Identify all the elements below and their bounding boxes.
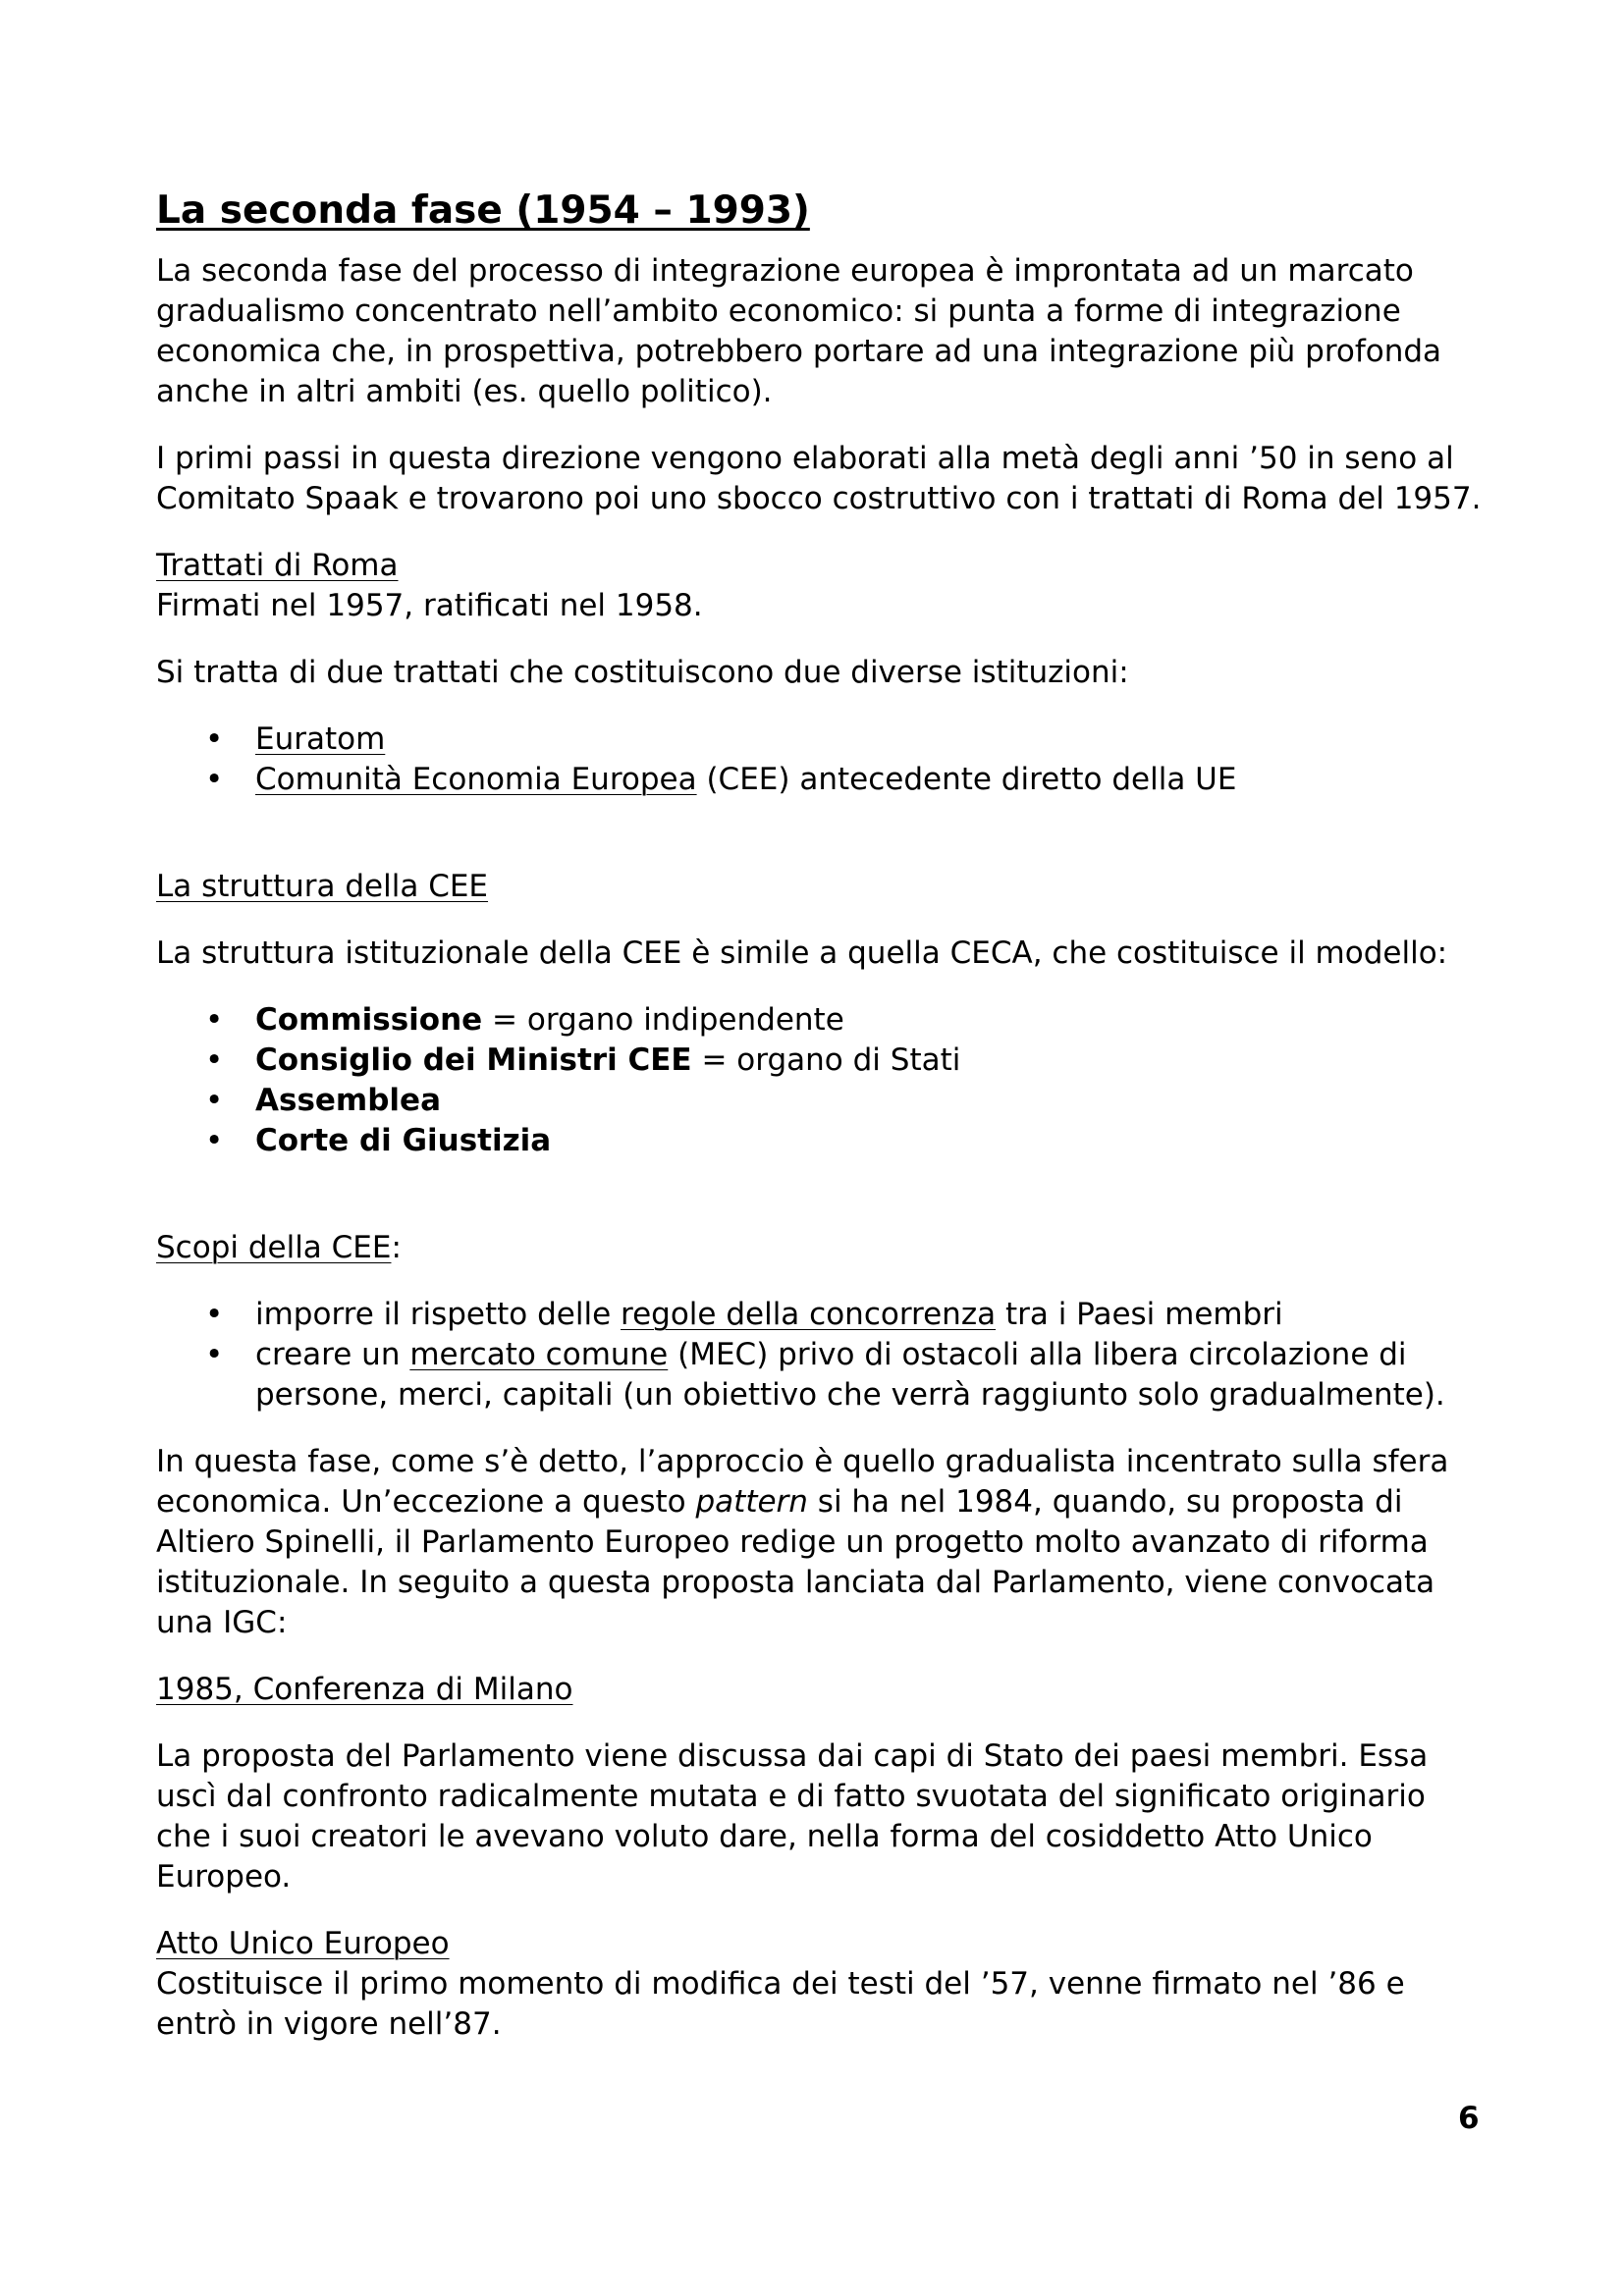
page-title: La seconda fase (1954 – 1993) xyxy=(156,188,810,233)
list-item xyxy=(156,760,1482,800)
institution-note: (CEE) antecedente diretto della UE xyxy=(696,762,1237,797)
aim-link-competition-rules: regole della concorrenza xyxy=(621,1297,997,1332)
phase-text: si ha nel 1984, quando, su proposta di Altiero Spinelli, il Parlamento Europeo redige un progetto molto avanzato di riforma istituzionale. In seguito a questa proposta lanciata dal Parlamento, viene convocata una IGC: xyxy=(156,1484,1435,1640)
organ-name: Assemblea xyxy=(255,1083,441,1118)
rome-description: Si tratta di due trattati che costituiscono due diverse istituzioni: xyxy=(156,655,1129,690)
structure-organs-list xyxy=(156,1000,1482,1161)
list-item xyxy=(156,720,1482,760)
aims-heading-block xyxy=(156,1228,1482,1268)
bullet-icon: • xyxy=(205,1297,224,1332)
aims-list xyxy=(156,1295,1482,1415)
bullet-icon: • xyxy=(205,762,224,797)
aim-text: tra i Paesi membri xyxy=(996,1297,1283,1332)
phase-text: In questa fase, come s’è detto, l’approccio è quello gradualista incentrato sulla sfera economica. Un’eccezione a questo xyxy=(156,1444,1449,1520)
organ-description: = organo indipendente xyxy=(482,1002,844,1038)
list-item xyxy=(156,1335,1482,1415)
list-item xyxy=(156,1121,1482,1161)
institution-link-euratom: Euratom xyxy=(255,721,386,757)
page-number: 6 xyxy=(1458,2101,1480,2136)
intro-paragraph-2: I primi passi in questa direzione vengono elaborati alla metà degli anni ’50 in seno al Comitato Spaak e trovarono poi uno sbocco costruttivo con i trattati di Roma del 1957. xyxy=(156,441,1482,516)
aim-text: imporre il rispetto delle xyxy=(255,1297,622,1332)
rome-section xyxy=(156,546,1482,626)
phase-italic-word: pattern xyxy=(695,1484,808,1520)
list-item xyxy=(156,1081,1482,1121)
rome-signed-text: Firmati nel 1957, ratificati nel 1958. xyxy=(156,588,703,623)
list-item xyxy=(156,1295,1482,1335)
aim-text: creare un xyxy=(255,1337,410,1372)
structure-heading: La struttura della CEE xyxy=(156,869,489,904)
list-item xyxy=(156,1041,1482,1081)
document-page xyxy=(156,187,1482,2071)
aue-section xyxy=(156,1924,1482,2045)
organ-description: = organo di Stati xyxy=(691,1042,961,1078)
organ-name: Corte di Giustizia xyxy=(255,1123,552,1158)
organ-name: Consiglio dei Ministri CEE xyxy=(255,1042,692,1078)
aim-link-common-market: mercato comune xyxy=(409,1337,669,1372)
bullet-icon: • xyxy=(205,1002,224,1038)
aims-heading-colon: : xyxy=(391,1230,402,1265)
aue-heading: Atto Unico Europeo xyxy=(156,1926,450,1961)
milano-heading-block xyxy=(156,1670,1482,1710)
aue-text: Costituisce il primo momento di modifica dei testi del ’57, venne firmato nel ’86 e entrò in vigore nell’87. xyxy=(156,1966,1405,2042)
phase-paragraph xyxy=(156,1442,1482,1643)
structure-heading-block xyxy=(156,867,1482,907)
bullet-icon: • xyxy=(205,1123,224,1158)
milano-heading: 1985, Conferenza di Milano xyxy=(156,1672,573,1707)
structure-description: La struttura istituzionale della CEE è simile a quella CECA, che costituisce il modello: xyxy=(156,935,1448,971)
organ-name: Commissione xyxy=(255,1002,483,1038)
list-item xyxy=(156,1000,1482,1041)
rome-heading: Trattati di Roma xyxy=(156,548,399,583)
aims-heading: Scopi della CEE xyxy=(156,1230,392,1265)
milano-paragraph: La proposta del Parlamento viene discussa dai capi di Stato dei paesi membri. Essa uscì dal confronto radicalmente mutata e di fatto svuotata del significato originario che i suoi creatori le avevano voluto dare, nella forma del cosiddetto Atto Unico Europeo. xyxy=(156,1738,1429,1895)
rome-institutions-list xyxy=(156,720,1482,800)
bullet-icon: • xyxy=(205,1083,224,1118)
institution-link-cee: Comunità Economia Europea xyxy=(255,762,697,797)
bullet-icon: • xyxy=(205,1337,224,1372)
bullet-icon: • xyxy=(205,1042,224,1078)
intro-paragraph-1: La seconda fase del processo di integrazione europea è improntata ad un marcato gradualismo concentrato nell’ambito economico: si punta a forme di integrazione economica che, in prospettiva, potrebbero portare ad una integrazione più profonda anche in altri ambiti (es. quello politico). xyxy=(156,253,1442,409)
bullet-icon: • xyxy=(205,721,224,757)
aim-text: (MEC) privo di ostacoli alla libera circolazione di persone, merci, capitali (un obiettivo che verrà raggiunto solo gradualmente). xyxy=(255,1337,1445,1413)
